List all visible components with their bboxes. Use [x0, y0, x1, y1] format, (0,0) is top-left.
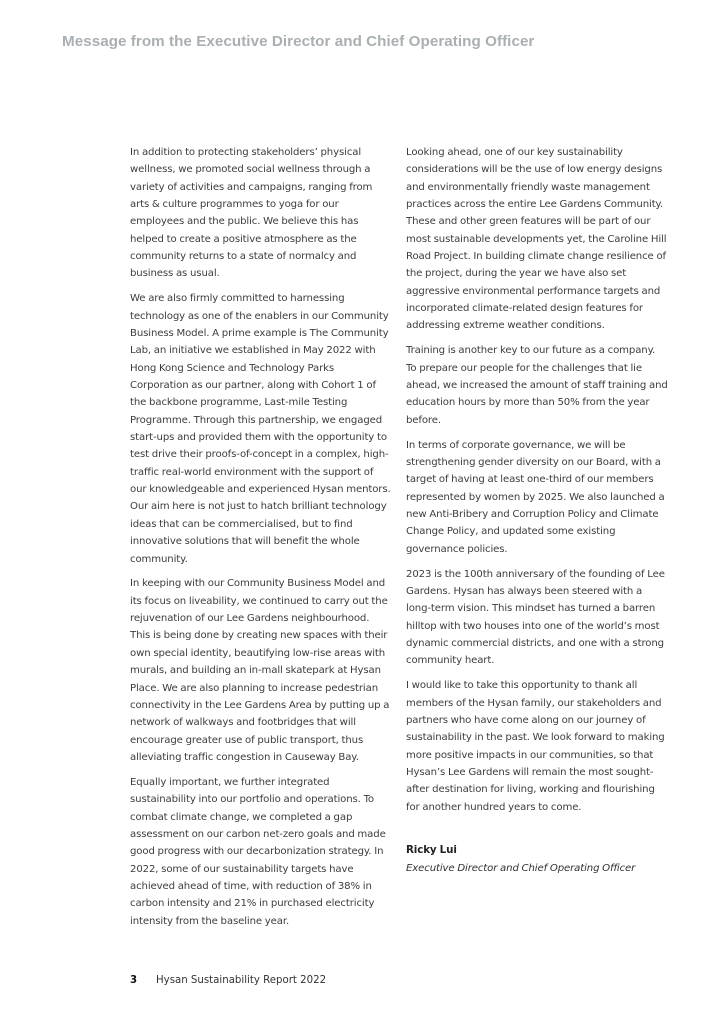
left-text-column — [130, 144, 392, 938]
signature-block — [406, 842, 668, 877]
paragraph-social-wellness: In addition to protecting stakeholders’ physical wellness, we promoted social wellness through a variety of activities and campaigns, ranging from arts & culture programmes to yoga for our employees and the public. We believe this has helped to create a positive atmosphere as the community returns to a state of normalcy and business as usual. — [130, 147, 373, 280]
page-number: 3 — [130, 975, 138, 986]
signatory-name: Ricky Lui — [406, 844, 457, 857]
paragraph-looking-ahead: Looking ahead, one of our key sustainability considerations will be the use of low energy designs and environmentally friendly waste management practices across the entire Lee Gardens Community. These and other green features will be part of our most sustainable developments yet, the Caroline Hill Road Project. In building climate change resilience of the project, during the year we have also set aggressive environmental performance targets and incorporated climate-related design features for addressing extreme weather conditions. — [406, 147, 667, 332]
paragraph-training: Training is another key to our future as a company. To prepare our people for the challenges that lie ahead, we increased the amount of staff training and education hours by more than 50% from the year before. — [406, 345, 668, 426]
paragraph-centenary: 2023 is the 100th anniversary of the founding of Lee Gardens. Hysan has always been steered with a long-term vision. This mindset has turned a barren hilltop with two houses into one of the world’s most dynamic commercial districts, and one with a strong community heart. — [406, 568, 665, 667]
page-footer — [130, 975, 326, 986]
paragraph-technology-community-lab: We are also firmly committed to harnessing technology as one of the enablers in our Community Business Model. A prime example is The Community Lab, an initiative we established in May 2022 with Hong Kong Science and Technology Parks Corporation as our partner, along with Cohort 1 of the backbone programme, Last-mile Testing Programme. Through this partnership, we engaged start-ups and provided them with the opportunity to test drive their proofs-of-concept in a complex, high-traffic real-world environment with the support of our knowledgeable and experienced Hysan mentors. Our aim here is not just to hatch brilliant technology ideas that can be commercialised, but to find innovative solutions that will benefit the whole community. — [130, 293, 391, 565]
paragraph-corporate-governance: In terms of corporate governance, we will be strengthening gender diversity on our Board, with a target of having at least one-third of our members represented by women by 2025. We also launched a new Anti-Bribery and Corruption Policy and Climate Change Policy, and updated some existing governance policies. — [406, 439, 665, 555]
paragraph-lee-gardens-rejuvenation: In keeping with our Community Business Model and its focus on liveability, we continued to carry out the rejuvenation of our Lee Gardens neighbourhood. This is being done by creating new spaces with their own special identity, beautifying low-rise areas with murals, and building an in-mall skatepark at Hysan Place. We are also planning to increase pedestrian connectivity in the Lee Gardens Area by putting up a network of walkways and footbridges that will encourage greater use of public transport, thus alleviating traffic congestion in Causeway Bay. — [130, 578, 390, 763]
right-text-column — [406, 144, 668, 877]
report-title: Hysan Sustainability Report 2022 — [156, 975, 327, 986]
page-header-title: Message from the Executive Director and Chief Operating Officer — [62, 33, 535, 50]
signatory-title: Executive Director and Chief Operating Officer — [406, 862, 636, 874]
paragraph-climate-decarbonization: Equally important, we further integrated sustainability into our portfolio and operations. To combat climate change, we completed a gap assessment on our carbon net-zero goals and made good progress with our decarbonization strategy. In 2022, some of our sustainability targets have achieved ahead of time, with reduction of 38% in carbon intensity and 21% in purchased electricity intensity from the baseline year. — [130, 776, 386, 927]
paragraph-thanks: I would like to take this opportunity to thank all members of the Hysan family, our stakeholders and partners who have come along on our journey of sustainability in the past. We look forward to making more positive impacts in our communities, so that Hysan’s Lee Gardens will remain the most sought-after destination for living, working and flourishing for another hundred years to come. — [406, 680, 665, 813]
